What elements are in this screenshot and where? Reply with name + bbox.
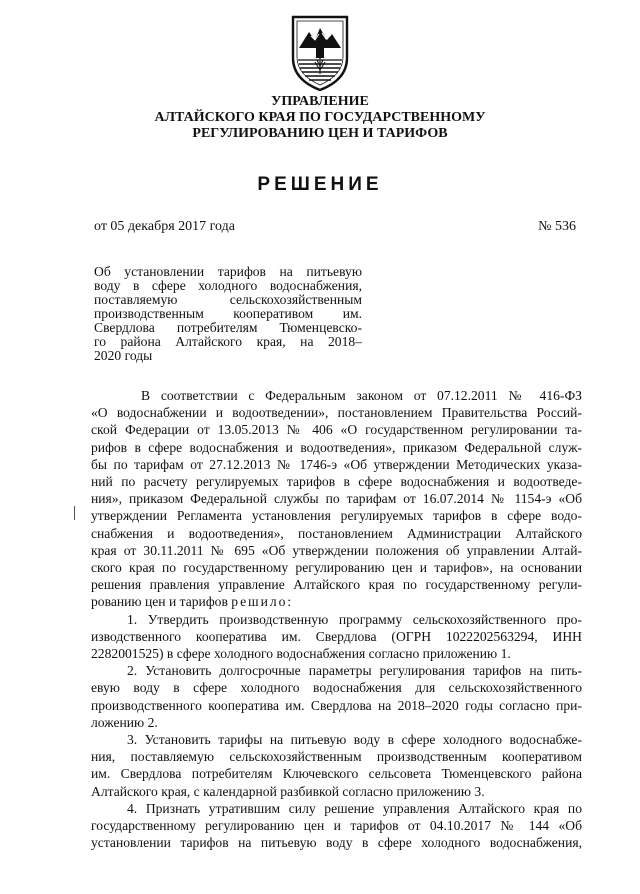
body-line: рифов в сфере водоснабжения и водоотведения», приказом Федеральной служ- xyxy=(91,439,582,455)
body-line: края от 30.11.2011 № 695 «Об утверждении положения об управлении Алтай- xyxy=(91,542,582,558)
subject-line: Об установлении тарифов на питьевую xyxy=(94,264,362,279)
agency-line-2: АЛТАЙСКОГО КРАЯ ПО ГОСУДАРСТВЕННОМУ xyxy=(154,110,486,125)
subject-line: воду в сфере холодного водоснабжения, xyxy=(94,278,362,293)
item-4-line: 4. Признать утратившим силу решение управления Алтайского края по xyxy=(127,800,582,816)
coat-of-arms-icon xyxy=(289,14,351,92)
document-number: № 536 xyxy=(538,219,576,234)
document-body xyxy=(91,387,582,851)
item-1-line: 1. Утвердить производственную программу сельскохозяйственного про- xyxy=(127,611,582,627)
subject-line: производственным кооперативом им. xyxy=(94,306,362,321)
margin-mark xyxy=(74,506,75,520)
item-2-line: производственного кооператива им. Свердлова на 2018–2020 годы согласно при- xyxy=(91,697,582,713)
subject-line: Свердлова потребителям Тюменцевско- xyxy=(94,320,362,335)
item-1-line: изводственного кооператива им. Свердлова (ОГРН 1022202563294, ИНН xyxy=(91,628,582,644)
item-1-line: 2282001525) в сфере холодного водоснабжения согласно приложению 1. xyxy=(91,646,511,662)
item-4-line: государственному регулированию цен и тарифов от 04.10.2017 № 144 «Об xyxy=(91,818,582,834)
body-line: «О водоснабжении и водоотведении», постановлением Правительства Россий- xyxy=(91,405,582,421)
body-line: ского края по государственному регулированию цен и тарифов», на основании xyxy=(91,560,582,576)
document-date: от 05 декабря 2017 года xyxy=(94,219,235,234)
body-line: утверждении Регламента установления регулируемых тарифов в сфере водо- xyxy=(91,508,582,524)
item-2-line: ложению 2. xyxy=(91,714,158,730)
preamble-end: рованию цен и тарифов xyxy=(91,594,228,610)
document-subject xyxy=(94,265,362,363)
body-line: ской Федерации от 13.05.2013 № 406 «О государственном регулировании та- xyxy=(91,422,582,438)
agency-line-3: РЕГУЛИРОВАНИЮ ЦЕН И ТАРИФОВ xyxy=(192,126,448,141)
subject-line: 2020 годы xyxy=(94,348,153,363)
item-3-line: им. Свердлова потребителям Ключевского сельсовета Тюменцевского района xyxy=(91,766,582,782)
agency-name xyxy=(60,94,580,142)
body-line: снабжения и водоотведения», постановлением Администрации Алтайского xyxy=(91,525,582,541)
body-line: ний по расчету регулируемых тарифов в сфере водоснабжения и водоотведе- xyxy=(91,474,582,490)
item-2-line: евую воду в сфере холодного водоснабжения для сельскохозяйственного xyxy=(91,680,582,696)
body-line: ния», приказом Федеральной службы по тарифам от 16.07.2014 № 1154-э «Об xyxy=(91,491,582,507)
body-line xyxy=(91,593,582,610)
body-line: бы по тарифам от 27.12.2013 № 1746-э «Об утверждении Методических указа- xyxy=(91,456,582,472)
body-line: В соответствии с Федеральным законом от 07.12.2011 № 416-ФЗ xyxy=(141,388,582,403)
body-line: решения правления управление Алтайского края по государственному регули- xyxy=(91,577,582,593)
agency-line-1: УПРАВЛЕНИЕ xyxy=(271,94,369,109)
item-2-line: 2. Установить долгосрочные параметры регулирования тарифов на пить- xyxy=(127,663,582,679)
subject-line: поставляемую сельскохозяйственным xyxy=(94,292,362,307)
resolved-word: решило: xyxy=(231,594,294,610)
item-3-line: Алтайского края, с календарной разбивкой согласно приложению 3. xyxy=(91,783,485,799)
item-3-line: 3. Установить тарифы на питьевую воду в сфере холодного водоснабже- xyxy=(127,732,582,748)
item-4-line: установлении тарифов на питьевую воду в сфере холодного водоснабжения, xyxy=(91,835,582,851)
document-type-title: РЕШЕНИЕ xyxy=(257,174,383,195)
subject-line: го района Алтайского края, на 2018– xyxy=(94,334,362,349)
item-3-line: ния, поставляемую сельскохозяйственным производственным кооперативом xyxy=(91,749,582,765)
